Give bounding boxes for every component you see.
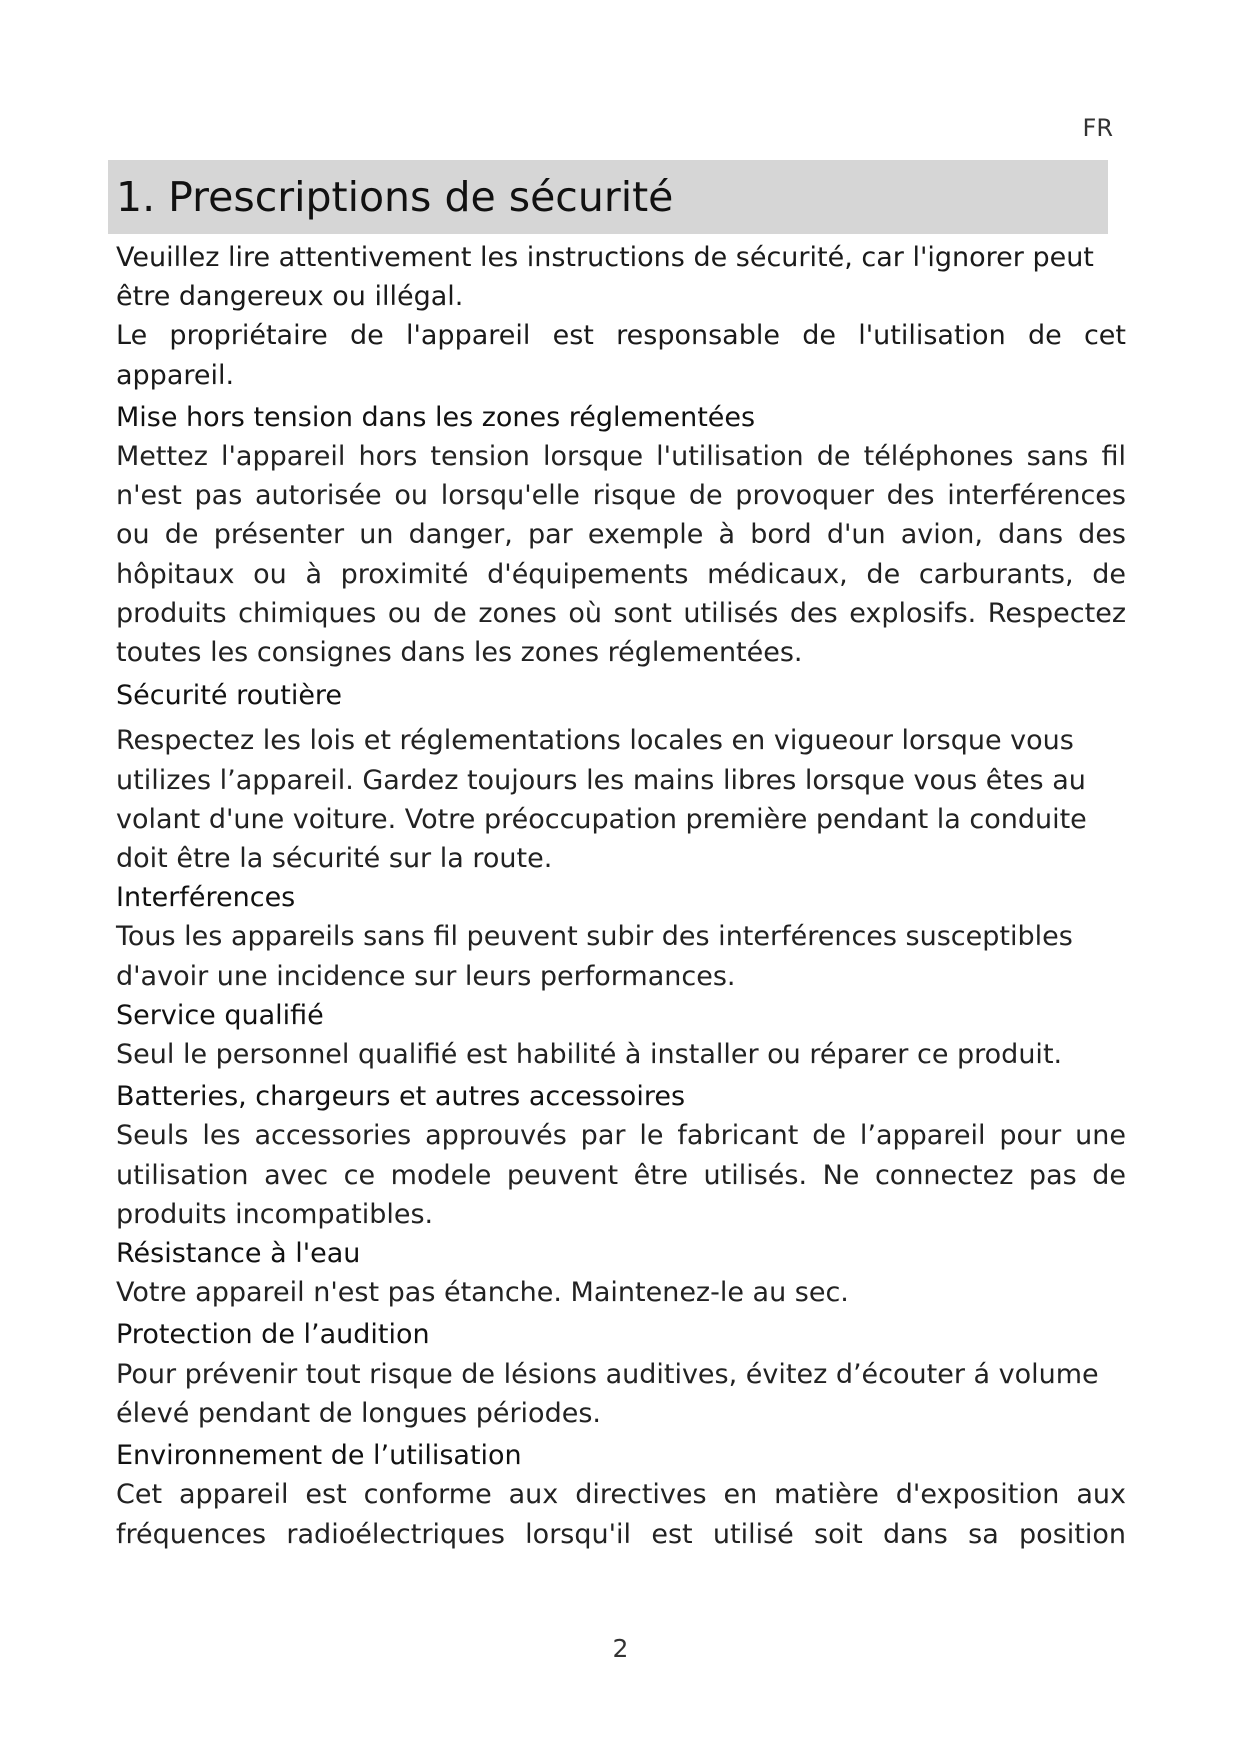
section-body-road-safety: Respectez les lois et réglementations locales en vigueour lorsque vous utilizes l’appareil. Gardez toujours les mains libres lorsque vous êtes au volant d'une voiture. Votre préoccupation première pendant la conduite doit être la sécurité sur la route. <box>116 725 1087 875</box>
section-heading-water-resistance: Résistance à l'eau <box>116 1238 361 1270</box>
section-heading-interference: Interférences <box>116 882 296 914</box>
language-code: FR <box>1082 114 1113 142</box>
section-body-interference: Tous les appareils sans fil peuvent subir des interférences susceptibles d'avoir une incidence sur leurs performances. <box>116 921 1073 992</box>
intro-warning: Veuillez lire attentivement les instructions de sécurité, car l'ignorer peut être dangereux ou illégal. <box>116 242 1094 313</box>
section-heading-usage-environment: Environnement de l’utilisation <box>116 1440 522 1472</box>
page-number: 2 <box>612 1634 629 1663</box>
section-body-water-resistance: Votre appareil n'est pas étanche. Maintenez-le au sec. <box>116 1277 849 1309</box>
section-title-bar <box>108 160 1108 234</box>
section-heading-qualified-service: Service qualifié <box>116 999 324 1031</box>
page-title: 1. Prescriptions de sécurité <box>116 173 674 221</box>
section-heading-road-safety: Sécurité routière <box>116 680 343 712</box>
section-heading-regulated-zones: Mise hors tension dans les zones réglementées <box>116 401 756 433</box>
section-body-hearing-protection: Pour prévenir tout risque de lésions auditives, évitez d’écouter á volume élevé pendant de longues périodes. <box>116 1358 1099 1429</box>
section-body-usage-environment: Cet appareil est conforme aux directives en matière d'exposition aux fréquences radioélectriques lorsqu'il est utilisé soit dans sa position <box>116 1479 1126 1550</box>
section-heading-batteries: Batteries, chargeurs et autres accessoires <box>116 1081 686 1113</box>
section-heading-hearing-protection: Protection de l’audition <box>116 1319 430 1351</box>
intro-owner-responsibility: Le propriétaire de l'appareil est responsable de l'utilisation de cet appareil. <box>116 320 1126 391</box>
section-body-qualified-service: Seul le personnel qualifié est habilité à installer ou réparer ce produit. <box>116 1039 1063 1071</box>
section-body-regulated-zones: Mettez l'appareil hors tension lorsque l'utilisation de téléphones sans fil n'est pas autorisée ou lorsqu'elle risque de provoquer des interférences ou de présenter un danger, par exemple à bord d'un avion, dans des hôpitaux ou à proximité d'équipements médicaux, de carburants, de produits chimiques ou de zones où sont utilisés des explosifs. Respectez toutes les consignes dans les zones réglementées. <box>116 441 1126 669</box>
document-body <box>116 238 1126 1554</box>
section-body-batteries: Seuls les accessories approuvés par le fabricant de l’appareil pour une utilisation avec ce modele peuvent être utilisés. Ne connectez pas de produits incompatibles. <box>116 1120 1126 1230</box>
